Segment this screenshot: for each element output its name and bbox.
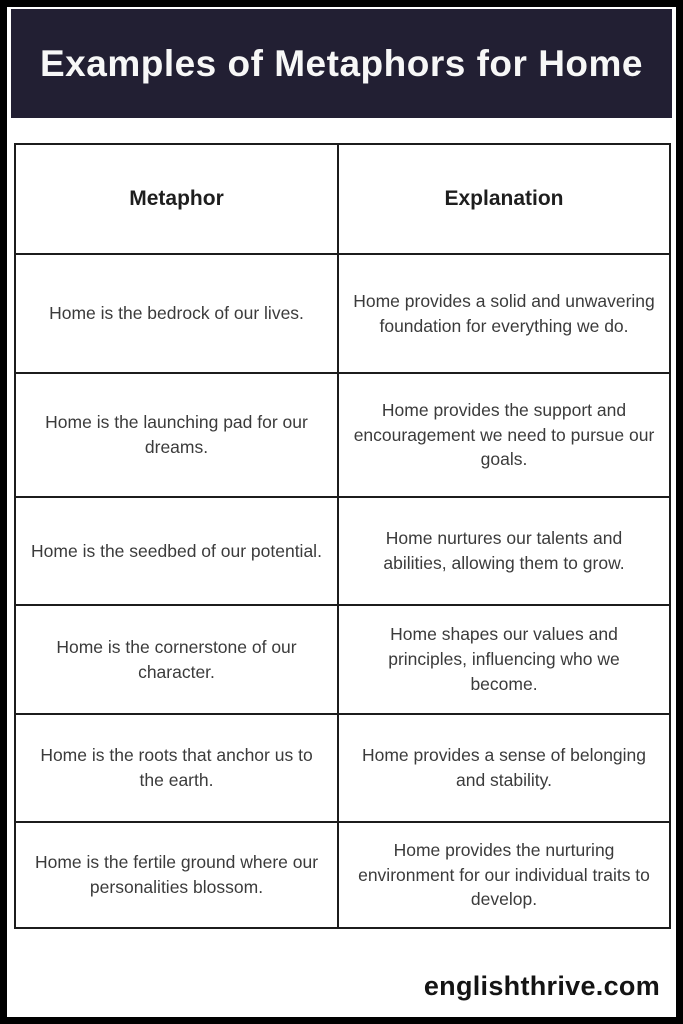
table-row: [15, 497, 670, 605]
table-row: [15, 373, 670, 497]
explanation-cell: Home provides the nurturing environment for our individual traits to develop.: [338, 822, 670, 928]
metaphor-cell: Home is the launching pad for our dreams.: [15, 373, 338, 497]
page-frame: [7, 7, 676, 1017]
metaphor-cell: Home is the roots that anchor us to the earth.: [15, 714, 338, 822]
table-row: [15, 822, 670, 928]
metaphor-cell: Home is the fertile ground where our personalities blossom.: [15, 822, 338, 928]
title-banner: [11, 9, 672, 118]
explanation-cell: Home nurtures our talents and abilities, allowing them to grow.: [338, 497, 670, 605]
table-header-row: [15, 144, 670, 254]
explanation-cell: Home shapes our values and principles, influencing who we become.: [338, 605, 670, 714]
header-cell-explanation: Explanation: [338, 144, 670, 254]
explanation-cell: Home provides a sense of belonging and stability.: [338, 714, 670, 822]
metaphor-cell: Home is the seedbed of our potential.: [15, 497, 338, 605]
table-row: [15, 254, 670, 373]
metaphor-table: [14, 143, 671, 929]
watermark: englishthrive.com: [423, 970, 660, 1001]
page-title: Examples of Metaphors for Home: [39, 42, 643, 84]
explanation-cell: Home provides a solid and unwavering foundation for everything we do.: [338, 254, 670, 373]
metaphor-cell: Home is the bedrock of our lives.: [15, 254, 338, 373]
explanation-cell: Home provides the support and encouragement we need to pursue our goals.: [338, 373, 670, 497]
header-cell-metaphor: Metaphor: [15, 144, 338, 254]
table-row: [15, 605, 670, 714]
metaphor-cell: Home is the cornerstone of our character.: [15, 605, 338, 714]
table-row: [15, 714, 670, 822]
watermark-bar: [7, 955, 676, 1017]
